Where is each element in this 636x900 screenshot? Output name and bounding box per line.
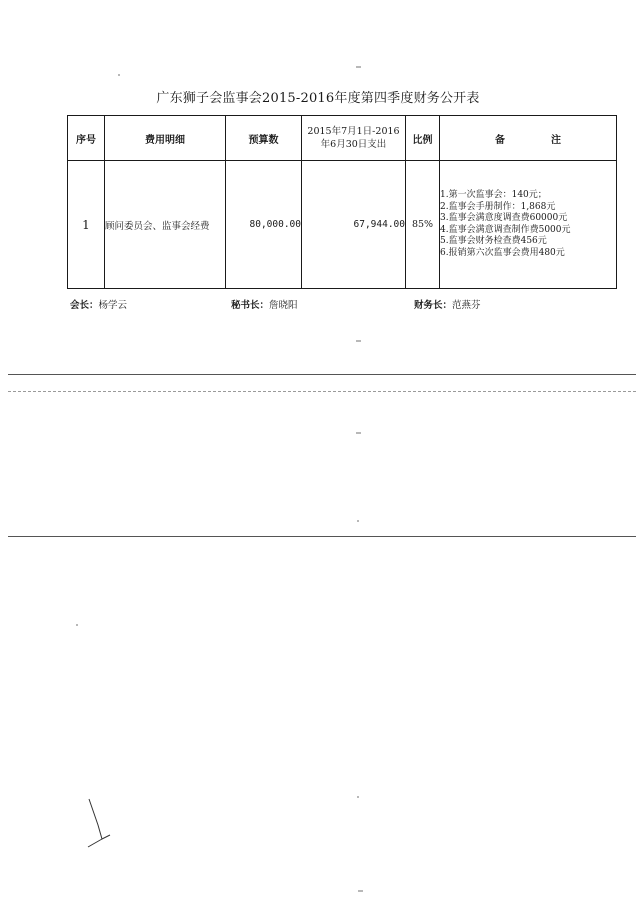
header-item: 费用明细 — [105, 116, 226, 161]
table-header-row — [68, 116, 617, 161]
pen-mark-icon — [86, 797, 116, 853]
president-label: 会长： — [70, 300, 99, 311]
note-line: 4.监事会满意调查制作费5000元 — [440, 224, 571, 235]
row-ratio: 85% — [406, 161, 440, 289]
scan-speck — [357, 520, 359, 522]
treasurer-name: 范燕芬 — [452, 300, 481, 311]
row-spent: 67,944.00 — [302, 161, 406, 289]
header-period — [302, 116, 406, 161]
row-index: 1 — [68, 161, 105, 289]
row-notes — [440, 161, 617, 289]
treasurer-label: 财务长： — [414, 300, 453, 311]
note-line: 5.监事会财务检查费456元 — [440, 236, 547, 246]
signature-treasurer — [414, 297, 481, 311]
scan-speck — [356, 66, 361, 68]
row-item: 顾问委员会、监事会经费 — [105, 161, 226, 289]
horizontal-rule — [8, 374, 636, 375]
header-ratio: 比例 — [406, 116, 440, 161]
finance-table — [67, 115, 617, 289]
note-line: 1.第一次监事会：140元； — [440, 190, 547, 200]
scan-speck — [76, 624, 78, 626]
header-period-line1: 2015年7月1日-2016 — [307, 126, 400, 137]
note-line: 6.报销第六次监事会费用480元 — [440, 247, 565, 258]
header-budget: 预算数 — [226, 116, 302, 161]
scan-speck — [357, 796, 359, 798]
scan-speck — [358, 890, 363, 892]
signature-line — [0, 297, 636, 311]
table-row — [68, 161, 617, 289]
secretary-label: 秘书长： — [231, 300, 270, 311]
header-period-line2: 年6月30日支出 — [320, 139, 387, 150]
header-notes-b: 注 — [551, 134, 561, 146]
signature-president — [70, 297, 127, 311]
header-notes — [440, 116, 617, 161]
header-notes-a: 备 — [495, 134, 505, 146]
note-line: 2.监事会手册制作：1,868元 — [440, 201, 556, 212]
secretary-name: 詹晓阳 — [269, 300, 298, 311]
president-name: 杨学云 — [98, 300, 128, 311]
row-budget: 80,000.00 — [226, 161, 302, 289]
horizontal-rule — [8, 536, 636, 537]
note-line: 3.监事会满意度调查费60000元 — [440, 213, 568, 223]
scan-speck — [356, 340, 361, 342]
header-index: 序号 — [68, 116, 105, 161]
document-title: 广东狮子会监事会2015-2016年度第四季度财务公开表 — [156, 91, 480, 106]
scan-speck — [356, 432, 361, 434]
dashed-rule — [8, 391, 636, 392]
signature-secretary — [231, 297, 298, 311]
scan-speck — [118, 74, 120, 76]
